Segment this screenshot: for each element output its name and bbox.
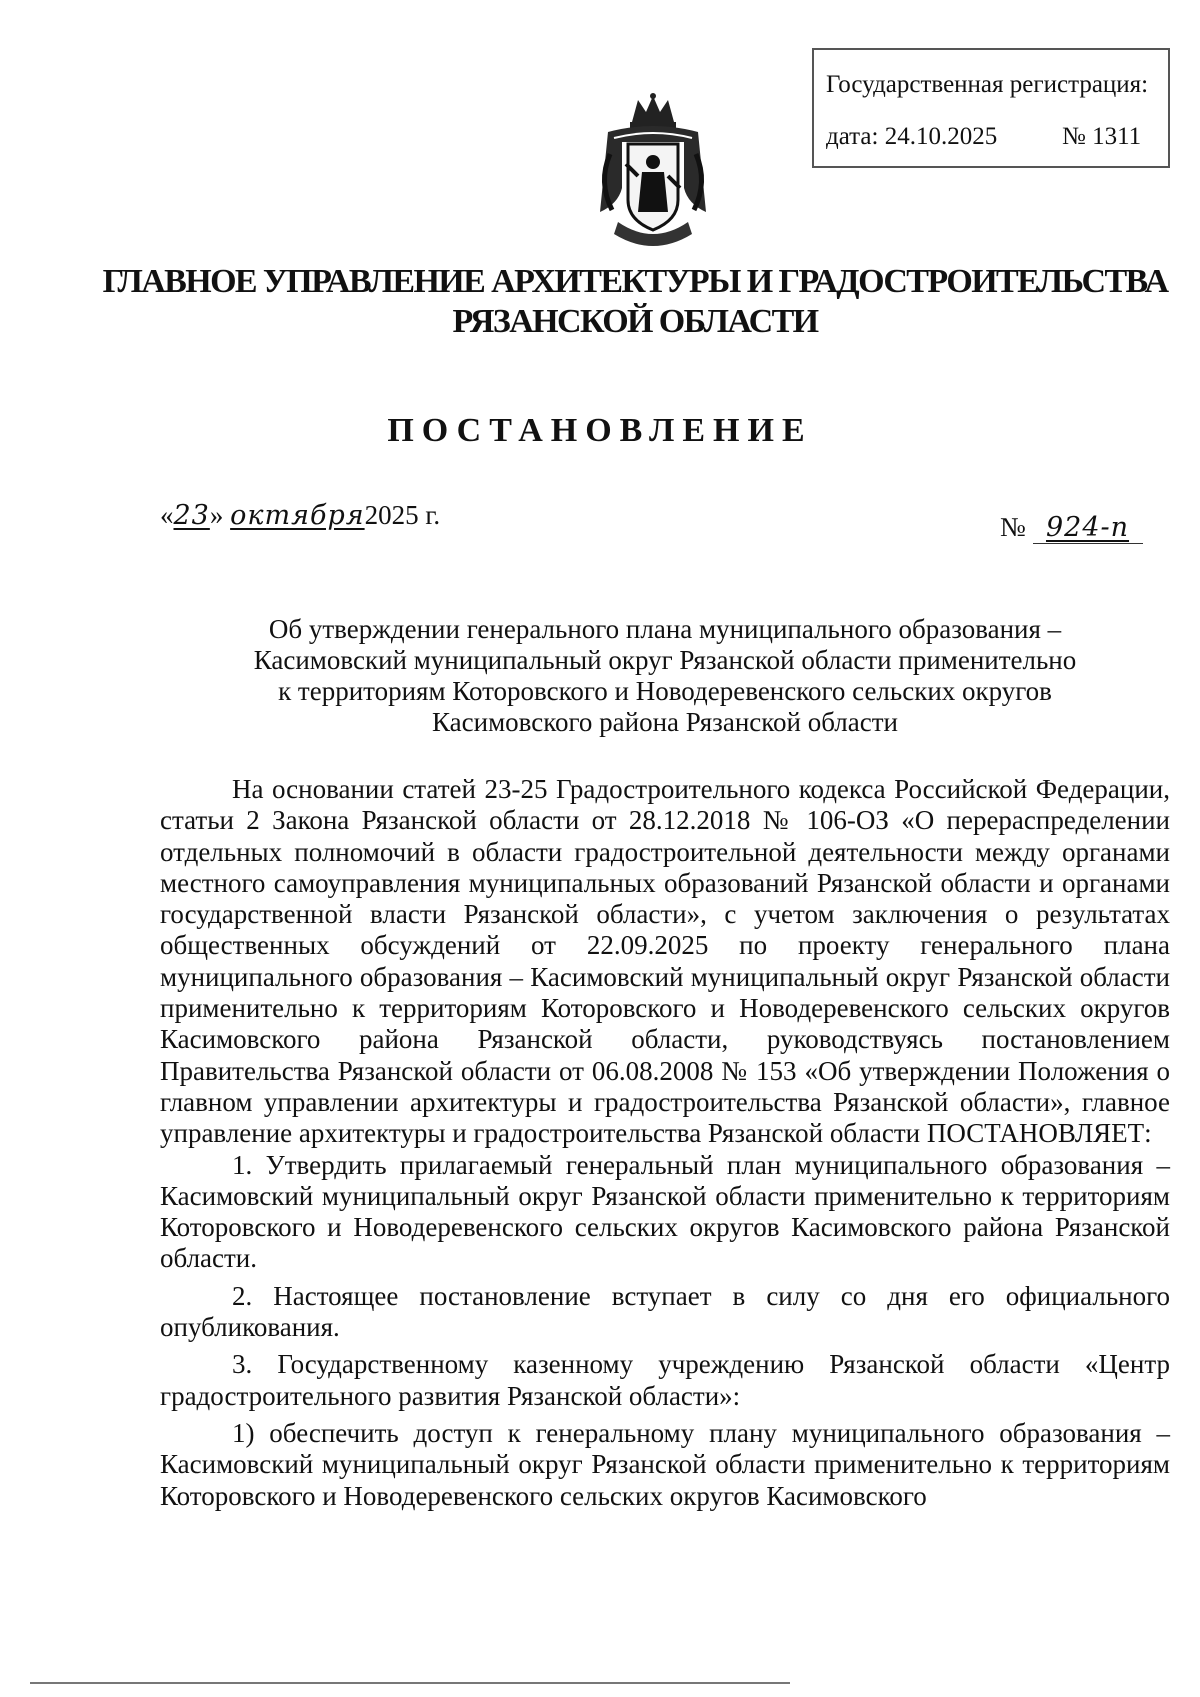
document-number xyxy=(1000,512,1143,544)
date-open-quote: « xyxy=(160,500,174,530)
subject-line: Касимовский муниципальный округ Рязанской области применительно xyxy=(253,645,1077,675)
preamble-paragraph: На основании статей 23-25 Градостроительного кодекса Российской Федерации, статьи 2 Закона Рязанской области от 28.12.2018 № 106-ОЗ «О перераспределении отдельных полномочий в области градостроительной деятельности между органами местного самоуправления муниципальных образований Рязанской области и органами государственной власти Рязанской области», с учетом заключения о результатах общественных обсуждений от 22.09.2025 по проекту генерального плана муниципального образования – Касимовский муниципальный округ Рязанской области применительно к территориям Которовского и Новодеревенского сельских округов Касимовского района Рязанской области, руководствуясь постановлением Правительства Рязанской области от 06.08.2008 № 153 «Об утверждении Положения о главном управлении архитектуры и градостроительства Рязанской области», главное управление архитектуры и градостроительства Рязанской области ПОСТАНОВЛЯЕТ: xyxy=(160,774,1170,1149)
subject-line: к территориям Которовского и Новодеревенского сельских округов xyxy=(278,676,1052,706)
number-sign: № xyxy=(1000,512,1026,542)
page-bottom-rule xyxy=(30,1682,790,1684)
document-body xyxy=(160,774,1170,1512)
item-2-paragraph: 2. Настоящее постановление вступает в силу со дня его официального опубликования. xyxy=(160,1280,1170,1343)
organization-line-2: РЯЗАНСКОЙ ОБЛАСТИ xyxy=(452,303,818,340)
document-type: ПОСТАНОВЛЕНИЕ xyxy=(387,412,813,449)
date-close-quote: » xyxy=(209,500,224,530)
registration-stamp xyxy=(812,48,1170,168)
number-value: 924-п xyxy=(1033,512,1143,544)
ryazan-coat-of-arms-icon xyxy=(588,92,718,252)
organization-heading xyxy=(90,262,1180,342)
document-date xyxy=(160,500,440,531)
organization-line-1: ГЛАВНОЕ УПРАВЛЕНИЕ АРХИТЕКТУРЫ И ГРАДОСТРОИТЕЛЬСТВА xyxy=(102,263,1168,300)
subject-line: Касимовского района Рязанской области xyxy=(432,707,898,737)
registration-date: дата: 24.10.2025 xyxy=(826,123,998,150)
date-year: 2025 г. xyxy=(364,500,441,530)
item-1-paragraph: 1. Утвердить прилагаемый генеральный план муниципального образования – Касимовский муниципальный округ Рязанской области применительно к территориям Которовского и Новодеревенского сельских округов Касимовского района Рязанской области. xyxy=(160,1149,1170,1274)
subject-line: Об утверждении генерального плана муниципального образования – xyxy=(268,614,1062,644)
date-day: 23 xyxy=(173,500,210,531)
document-subject xyxy=(160,614,1170,738)
registration-title: Государственная регистрация: xyxy=(826,71,1149,98)
item-3-1-paragraph: 1) обеспечить доступ к генеральному плану муниципального образования – Касимовский муниципальный округ Рязанской области применительно к территориям Которовского и Новодеревенского сельских округов Касимовского xyxy=(160,1417,1170,1511)
item-3-paragraph: 3. Государственному казенному учреждению Рязанской области «Центр градостроительного развития Рязанской области»: xyxy=(160,1349,1170,1411)
registration-number: № 1311 xyxy=(1062,123,1142,150)
date-month: октября xyxy=(230,500,365,531)
